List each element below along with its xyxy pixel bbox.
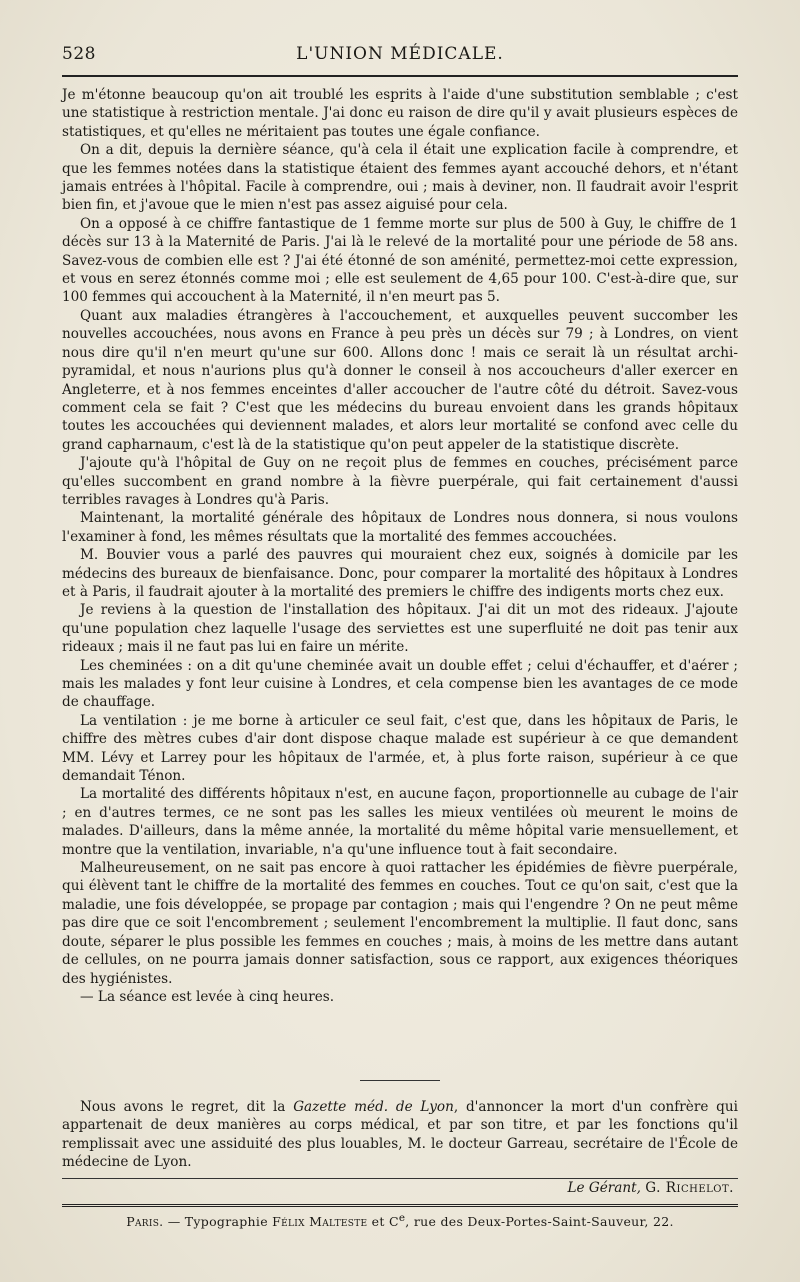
paragraph: Je reviens à la question de l'installation des hôpitaux. J'ai dit un mot des rideaux. J'ajoute qu'une population chez laquelle l'usage des serviettes est une superfluité ne doit pas tenir aux rideaux ; mais il ne faut pas lui en faire un mérite. — [62, 602, 738, 656]
paragraph: Maintenant, la mortalité générale des hôpitaux de Londres nous donnera, si nous voulons l'examiner à fond, les mêmes résultats que la mortalité des femmes accouchées. — [62, 510, 738, 545]
notice-text-start: Nous avons le regret, dit la — [80, 1099, 294, 1115]
session-closing-line: — La séance est levée à cinq heures. — [80, 988, 335, 1005]
imprint-text: — Typographie — [163, 1214, 273, 1230]
printer-imprint — [62, 1212, 738, 1229]
paragraph: La ventilation : je me borne à articuler ce seul fait, c'est que, dans les hôpitaux de Paris, le chiffre des mètres cubes d'air dont dispose chaque malade est supérieur à ce que demandent MM. Lévy et Larrey pour les hôpitaux de l'armée, et, à plus forte raison, supérieur à ce que demandait Ténon. — [62, 712, 738, 785]
notice-text-end: , d'annoncer la mort d'un confrère qui appartenait de deux manières au corps médical, et par son titre, et par les fonctions qu'il remplissait avec une assiduité des plus louables, M. le docteur Garreau, secrétaire de l'École de médecine de Lyon. — [62, 1099, 738, 1171]
paragraph: Malheureusement, on ne sait pas encore à quoi rattacher les épidémies de fièvre puerpérale, qui élèvent tant le chiffre de la mortalité des femmes en couches. Tout ce qu'on sait, c'est que la maladie, une fois développée, se propage par contagion ; mais qui l'engendre ? On ne peut même pas dire que ce soit l'encombrement ; seulement l'encombrement la multiplie. Il faut donc, sans doute, séparer le plus possible les femmes en couches ; mais, à moins de les mettre dans autant de cellules, on ne pourra jamais donner satisfaction, sous ce rapport, aux exigences théoriques des hygiénistes. — [62, 860, 738, 987]
header-rule — [62, 75, 738, 77]
paragraph: J'ajoute qu'à l'hôpital de Guy on ne reçoit plus de femmes en couches, précisément parce qu'elles succombent en grand nombre à la fièvre puerpérale, qui fait certainement d'aussi terribles ravages à Londres qu'à Paris. — [62, 455, 738, 508]
notice-source: Gazette méd. de Lyon — [293, 1099, 454, 1115]
paragraph: La mortalité des différents hôpitaux n'est, en aucune façon, proportionnelle au cubage de l'air ; en d'autres termes, ce ne sont pas les salles les mieux ventilées où meurent le moins de malades. D'ailleurs, dans la même année, la mortalité du même hôpital varie mensuellement, et montre que la ventilation, invariable, n'a qu'une influence tout à fait secondaire. — [62, 786, 738, 858]
obituary-notice — [62, 1098, 738, 1172]
footer-rule — [62, 1178, 738, 1179]
paragraph: On a dit, depuis la dernière séance, qu'à cela il était une explication facile à comprendre, et que les femmes notées dans la statistique étaient des femmes ayant accouché dehors, et n'étant jamais entrées à l'hôpital. Facile à comprendre, oui ; mais à deviner, non. Il faudrait avoir l'esprit bien fin, et j'avoue que le mien n'est pas assez aiguisé pour cela. — [62, 142, 738, 214]
manager-name: G. Richelot. — [645, 1180, 734, 1196]
imprint-printer: Félix Malteste — [272, 1214, 368, 1230]
paragraph: M. Bouvier vous a parlé des pauvres qui mouraient chez eux, soignés à domicile par les médecins des bureaux de bienfaisance. Donc, pour comparer la mortalité des hôpitaux à Londres et à Paris, il faudrait ajouter à la mortalité des premiers le chiffre des indigents morts chez eux. — [62, 547, 738, 600]
imprint-city: Paris. — [126, 1214, 164, 1230]
page-number: 528 — [62, 44, 96, 64]
imprint-address: , rue des Deux-Portes-Saint-Sauveur, 22. — [405, 1214, 674, 1230]
manager-signature — [568, 1180, 735, 1196]
manager-role: Le Gérant, — [567, 1180, 641, 1196]
notice-paragraph — [62, 1098, 738, 1172]
imprint-text: et C — [367, 1214, 399, 1230]
paragraph: Les cheminées : on a dit qu'une cheminée avait un double effet ; celui d'échauffer, et d'aérer ; mais les malades y font leur cuisine à Londres, et cela compense bien les avantages de ce mode de chauffage. — [62, 657, 738, 711]
journal-title: L'UNION MÉDICALE. — [296, 44, 504, 64]
imprint-rule — [62, 1204, 738, 1209]
imprint-superscript: e — [398, 1212, 406, 1224]
page-header — [62, 44, 738, 70]
paragraph: Je m'étonne beaucoup qu'on ait troublé les esprits à l'aide d'une substitution semblable ; c'est une statistique à restriction mentale. J'ai donc eu raison de dire qu'il y avait plusieurs espèces de statistiques, et qu'elles ne méritaient pas toutes une égale confiance. — [62, 87, 738, 140]
paragraph: Quant aux maladies étrangères à l'accouchement, et auxquelles peuvent succomber les nouvelles accouchées, nous avons en France à peu près un décès sur 79 ; à Londres, on vient nous dire qu'il n'en meurt qu'une sur 600. Allons donc ! mais ce serait là un résultat archi-pyramidal, et nous n'aurions plus qu'à donner le conseil à nos accoucheurs d'aller exercer en Angleterre, et à nos femmes enceintes d'aller accoucher de l'autre côté du détroit. Savez-vous comment cela se fait ? C'est que les médecins du bureau envoient dans les grands hôpitaux toutes les accouchées qui deviennent malades, et alors leur mortalité se confond avec celle du grand capharnaum, c'est là de la statistique qu'on peut appeler de la statistique discrète. — [62, 307, 738, 453]
section-divider — [360, 1080, 440, 1081]
paragraph: On a opposé à ce chiffre fantastique de 1 femme morte sur plus de 500 à Guy, le chiffre de 1 décès sur 13 à la Maternité de Paris. J'ai là le relevé de la mortalité pour une période de 58 ans. Savez-vous de combien elle est ? J'ai été étonné de son aménité, permettez-moi cette expression, et vous en serez étonnés comme moi ; elle est seulement de 4,65 pour 100. C'est-à-dire que, sur 100 femmes qui accouchent à la Maternité, il n'en meurt pas 5. — [62, 215, 738, 306]
article-body — [62, 86, 738, 1006]
